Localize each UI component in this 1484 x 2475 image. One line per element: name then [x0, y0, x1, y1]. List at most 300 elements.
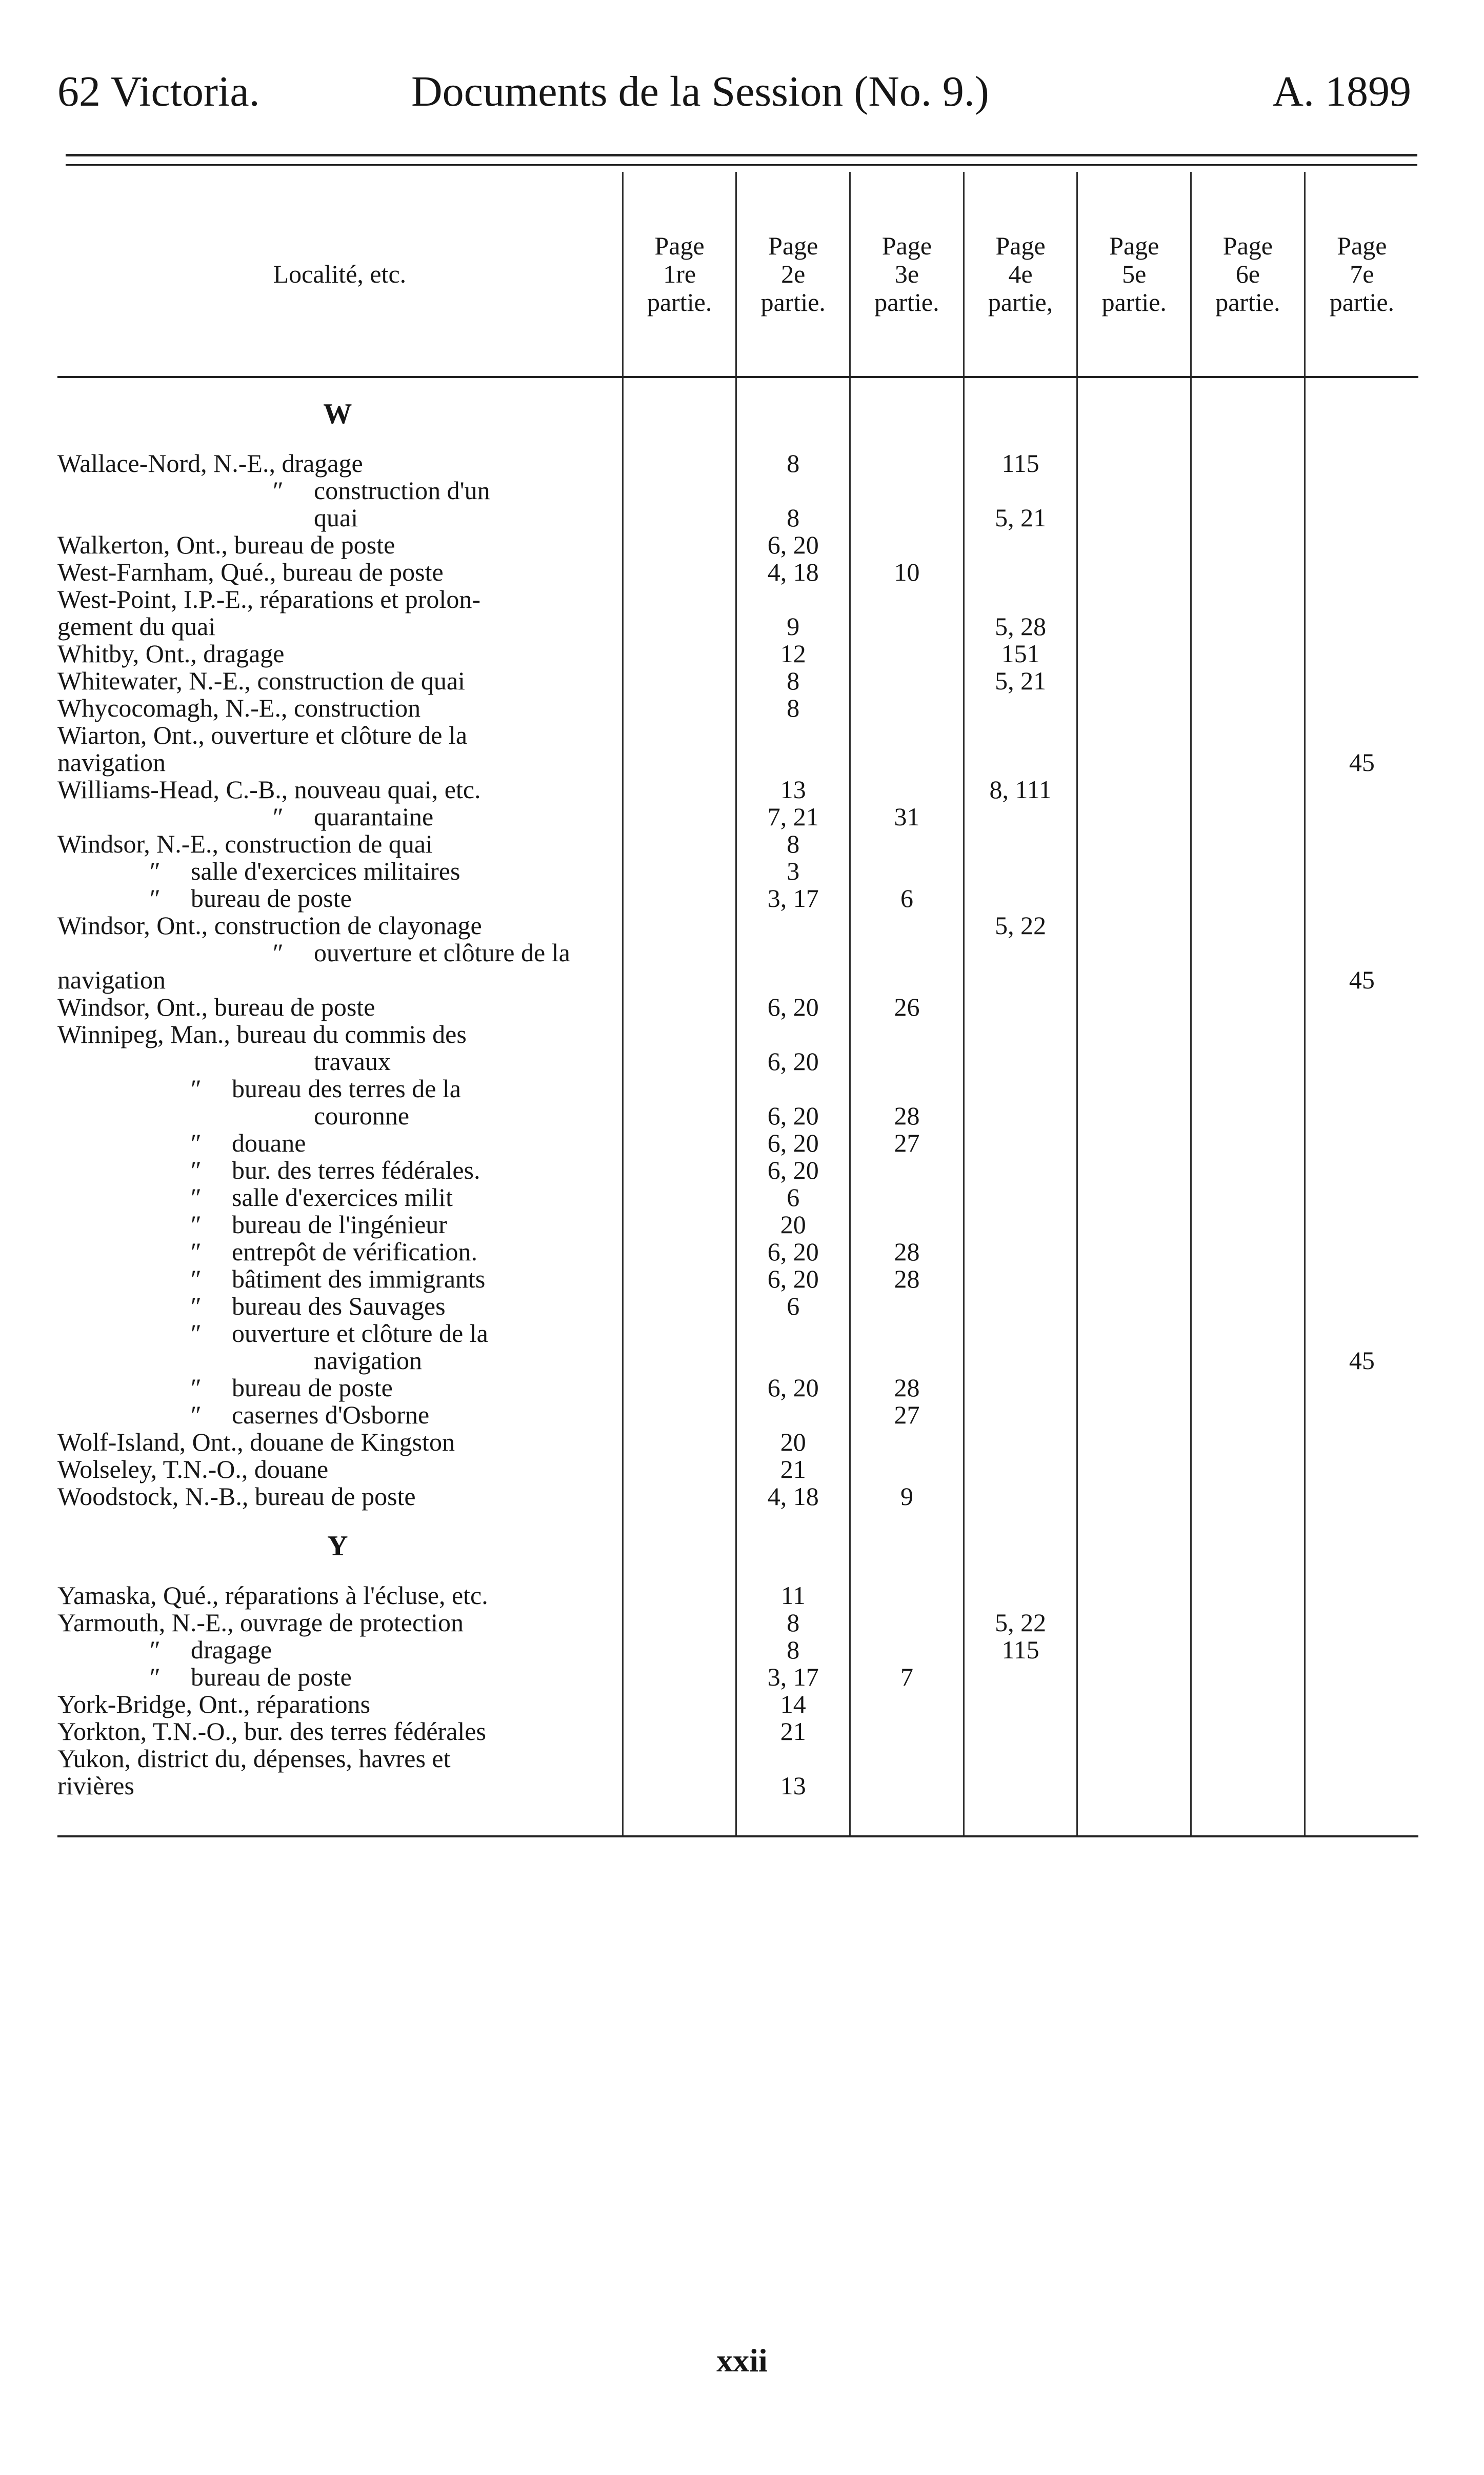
- page-ref-part-2: 8: [736, 667, 850, 695]
- page-ref-part-4: [964, 1745, 1077, 1772]
- locality-label: ouverture et clôture de la: [314, 938, 570, 967]
- page-ref-part-2: 6, 20: [736, 994, 850, 1021]
- page-ref-part-3: [850, 939, 964, 966]
- page-ref-part-1: [623, 1745, 736, 1772]
- page-ref-part-4: [964, 1157, 1077, 1184]
- locality-label: bureau des Sauvages: [232, 1292, 446, 1320]
- locality-cell: [57, 1211, 623, 1238]
- table-row: [57, 1238, 1418, 1265]
- page-ref-part-4: [964, 1265, 1077, 1293]
- page-ref-part-6: [1191, 1130, 1305, 1157]
- table-row: [57, 912, 1418, 939]
- page-ref-part-5: [1077, 1075, 1191, 1102]
- locality-label: ouverture et clôture de la: [232, 1319, 488, 1348]
- locality-label: quarantaine: [314, 802, 434, 831]
- page-ref-part-4: 5, 28: [964, 613, 1077, 640]
- page-ref-part-1: [623, 1374, 736, 1401]
- ditto-mark: ″: [191, 1292, 202, 1320]
- table-row: [57, 1293, 1418, 1320]
- table-row: [57, 1347, 1418, 1374]
- page-ref-part-2: 6: [736, 1184, 850, 1211]
- page-ref-part-2: 14: [736, 1691, 850, 1718]
- page-ref-part-7: 45: [1305, 1347, 1418, 1374]
- page-ref-part-4: [964, 1483, 1077, 1510]
- page-ref-part-2: [736, 722, 850, 749]
- page-ref-part-1: [623, 1691, 736, 1718]
- locality-label: travaux: [314, 1047, 391, 1076]
- table-row: [57, 1429, 1418, 1456]
- table-row: [57, 1075, 1418, 1102]
- locality-label: casernes d'Osborne: [232, 1400, 430, 1429]
- table-row: [57, 1664, 1418, 1691]
- locality-label: Yamaska, Qué., réparations à l'écluse, etc.: [57, 1581, 488, 1610]
- page-ref-part-2: 3: [736, 858, 850, 885]
- page-ref-part-2: 7, 21: [736, 803, 850, 830]
- locality-label: salle d'exercices militaires: [191, 857, 460, 885]
- page-ref-part-4: [964, 749, 1077, 776]
- page-ref-part-1: [623, 1718, 736, 1745]
- table-row: [57, 1772, 1418, 1799]
- page-ref-part-5: [1077, 1130, 1191, 1157]
- page-ref-part-4: [964, 1238, 1077, 1265]
- page-ref-part-3: [850, 1347, 964, 1374]
- page-ref-part-4: 151: [964, 640, 1077, 667]
- table-row: [57, 667, 1418, 695]
- page-ref-part-2: 6, 20: [736, 1374, 850, 1401]
- locality-cell: [57, 1483, 623, 1510]
- table-row: [57, 830, 1418, 858]
- page-ref-part-5: [1077, 830, 1191, 858]
- page-ref-part-4: 5, 21: [964, 667, 1077, 695]
- ditto-mark: ″: [191, 1156, 202, 1184]
- page-ref-part-5: [1077, 1211, 1191, 1238]
- table-end-row: [57, 1799, 1418, 1836]
- page-ref-part-5: [1077, 695, 1191, 722]
- locality-label: West-Farnham, Qué., bureau de poste: [57, 558, 444, 586]
- section-letter-y: Y: [327, 1530, 348, 1562]
- page-ref-part-7: [1305, 1293, 1418, 1320]
- table-row: [57, 1609, 1418, 1636]
- page-ref-part-3: [850, 830, 964, 858]
- locality-cell: [57, 939, 623, 966]
- page-ref-part-6: [1191, 1456, 1305, 1483]
- page-ref-part-3: [850, 477, 964, 504]
- page-ref-part-4: [964, 695, 1077, 722]
- table-row: [57, 1265, 1418, 1293]
- locality-label: Wallace-Nord, N.-E., dragage: [57, 449, 363, 478]
- page-ref-part-5: [1077, 586, 1191, 613]
- table-body: [57, 377, 1418, 1836]
- table-row: [57, 1401, 1418, 1429]
- ditto-mark: ″: [191, 1074, 202, 1103]
- page-ref-part-7: [1305, 1745, 1418, 1772]
- locality-cell: [57, 966, 623, 994]
- page-ref-part-2: 8: [736, 695, 850, 722]
- page-ref-part-4: [964, 830, 1077, 858]
- page-ref-part-2: 8: [736, 450, 850, 477]
- locality-label: entrepôt de vérification.: [232, 1237, 477, 1266]
- page-ref-part-2: 3, 17: [736, 1664, 850, 1691]
- locality-label: bur. des terres fédérales.: [232, 1156, 480, 1184]
- page-ref-part-2: [736, 1745, 850, 1772]
- page-ref-part-2: 6, 20: [736, 1157, 850, 1184]
- locality-label: construction d'un: [314, 476, 490, 505]
- page-ref-part-2: [736, 1320, 850, 1347]
- page-ref-part-6: [1191, 504, 1305, 531]
- page-ref-part-2: [736, 749, 850, 776]
- locality-label: Wolf-Island, Ont., douane de Kingston: [57, 1428, 455, 1456]
- page-ref-part-3: [850, 1293, 964, 1320]
- table-row: [57, 477, 1418, 504]
- page-ref-part-5: [1077, 1691, 1191, 1718]
- page-ref-part-1: [623, 1401, 736, 1429]
- page-ref-part-4: 115: [964, 450, 1077, 477]
- page-ref-part-3: [850, 1320, 964, 1347]
- page-ref-part-3: [850, 1718, 964, 1745]
- page-ref-part-4: [964, 966, 1077, 994]
- locality-cell: [57, 912, 623, 939]
- page-ref-part-6: [1191, 858, 1305, 885]
- page-ref-part-5: [1077, 1429, 1191, 1456]
- locality-cell: [57, 1609, 623, 1636]
- page-ref-part-7: [1305, 939, 1418, 966]
- locality-label: Windsor, N.-E., construction de quai: [57, 829, 433, 858]
- table-row: [57, 1456, 1418, 1483]
- page-ref-part-4: [964, 1772, 1077, 1799]
- page-ref-part-6: [1191, 912, 1305, 939]
- page-ref-part-5: [1077, 504, 1191, 531]
- locality-cell: [57, 1582, 623, 1609]
- page-ref-part-7: [1305, 504, 1418, 531]
- locality-label: douane: [232, 1128, 306, 1157]
- page-ref-part-7: [1305, 450, 1418, 477]
- page-ref-part-4: [964, 1718, 1077, 1745]
- page-ref-part-5: [1077, 1401, 1191, 1429]
- page-ref-part-5: [1077, 1664, 1191, 1691]
- locality-cell: [57, 450, 623, 477]
- page-ref-part-5: [1077, 667, 1191, 695]
- page-ref-part-7: [1305, 1483, 1418, 1510]
- ditto-mark: ″: [273, 938, 284, 967]
- locality-label: Whitewater, N.-E., construction de quai: [57, 666, 465, 695]
- page-ref-part-4: [964, 1691, 1077, 1718]
- page-ref-part-1: [623, 939, 736, 966]
- locality-cell: [57, 477, 623, 504]
- page-ref-part-5: [1077, 1157, 1191, 1184]
- ditto-mark: ″: [191, 1237, 202, 1266]
- locality-cell: [57, 586, 623, 613]
- page-ref-part-6: [1191, 1401, 1305, 1429]
- page-ref-part-6: [1191, 966, 1305, 994]
- page-ref-part-6: [1191, 1157, 1305, 1184]
- page-ref-part-1: [623, 1265, 736, 1293]
- page-ref-part-4: [964, 994, 1077, 1021]
- page-ref-part-5: [1077, 1609, 1191, 1636]
- page-ref-part-4: [964, 1664, 1077, 1691]
- table-row: [57, 450, 1418, 477]
- table-row: [57, 1636, 1418, 1664]
- page-ref-part-5: [1077, 885, 1191, 912]
- page-ref-part-7: [1305, 667, 1418, 695]
- page-ref-part-6: [1191, 1636, 1305, 1664]
- page-ref-part-6: [1191, 1718, 1305, 1745]
- page-ref-part-6: [1191, 1347, 1305, 1374]
- column-header-part-3: Page 3e partie.: [850, 172, 964, 377]
- page-ref-part-3: [850, 966, 964, 994]
- page-ref-part-7: [1305, 531, 1418, 559]
- page-ref-part-6: [1191, 1102, 1305, 1130]
- page-ref-part-5: [1077, 1048, 1191, 1075]
- page-ref-part-6: [1191, 1075, 1305, 1102]
- page-ref-part-4: [964, 1211, 1077, 1238]
- page-ref-part-7: [1305, 559, 1418, 586]
- page-ref-part-6: [1191, 695, 1305, 722]
- page-ref-part-2: 12: [736, 640, 850, 667]
- page-ref-part-2: 8: [736, 504, 850, 531]
- table-row: [57, 504, 1418, 531]
- page-ref-part-2: [736, 966, 850, 994]
- table-row: [57, 1157, 1418, 1184]
- locality-cell: [57, 1130, 623, 1157]
- locality-label: rivières: [57, 1771, 134, 1800]
- page-ref-part-5: [1077, 477, 1191, 504]
- page-ref-part-3: 31: [850, 803, 964, 830]
- page-ref-part-6: [1191, 1374, 1305, 1401]
- page-ref-part-2: 3, 17: [736, 885, 850, 912]
- page-ref-part-6: [1191, 1265, 1305, 1293]
- page-ref-part-7: [1305, 1048, 1418, 1075]
- locality-cell: [57, 640, 623, 667]
- page-ref-part-7: [1305, 1320, 1418, 1347]
- page-ref-part-2: [736, 586, 850, 613]
- page-ref-part-5: [1077, 1745, 1191, 1772]
- page-ref-part-6: [1191, 1293, 1305, 1320]
- page-ref-part-7: [1305, 1636, 1418, 1664]
- locality-cell: [57, 1075, 623, 1102]
- locality-label: Windsor, Ont., bureau de poste: [57, 993, 375, 1021]
- ditto-mark: ″: [273, 802, 284, 831]
- page-ref-part-1: [623, 803, 736, 830]
- page-ref-part-6: [1191, 559, 1305, 586]
- page-ref-part-1: [623, 858, 736, 885]
- page-ref-part-6: [1191, 450, 1305, 477]
- locality-label: Walkerton, Ont., bureau de poste: [57, 530, 395, 559]
- page-ref-part-1: [623, 994, 736, 1021]
- locality-label: quai: [314, 503, 358, 532]
- locality-cell: [57, 749, 623, 776]
- page-ref-part-4: [964, 885, 1077, 912]
- page-ref-part-7: [1305, 885, 1418, 912]
- page-ref-part-3: [850, 504, 964, 531]
- page-ref-part-7: [1305, 858, 1418, 885]
- page-ref-part-1: [623, 1636, 736, 1664]
- locality-cell: [57, 1293, 623, 1320]
- page-ref-part-7: [1305, 1184, 1418, 1211]
- page-ref-part-4: [964, 1582, 1077, 1609]
- page-ref-part-7: [1305, 1211, 1418, 1238]
- page-ref-part-4: [964, 1075, 1077, 1102]
- locality-label: bureau de poste: [232, 1373, 393, 1402]
- locality-cell: [57, 1664, 623, 1691]
- locality-label: York-Bridge, Ont., réparations: [57, 1690, 371, 1718]
- page-ref-part-7: [1305, 1691, 1418, 1718]
- page-ref-part-1: [623, 1075, 736, 1102]
- page-ref-part-4: 5, 22: [964, 912, 1077, 939]
- page-ref-part-5: [1077, 1293, 1191, 1320]
- locality-cell: [57, 667, 623, 695]
- page-ref-part-6: [1191, 939, 1305, 966]
- page-ref-part-1: [623, 613, 736, 640]
- page-ref-part-2: 6: [736, 1293, 850, 1320]
- locality-label: Windsor, Ont., construction de clayonage: [57, 911, 482, 940]
- table-row: [57, 966, 1418, 994]
- page-ref-part-3: 7: [850, 1664, 964, 1691]
- page-ref-part-6: [1191, 1238, 1305, 1265]
- page-ref-part-7: [1305, 803, 1418, 830]
- locality-cell: [57, 830, 623, 858]
- page-ref-part-7: [1305, 912, 1418, 939]
- page-ref-part-7: [1305, 1374, 1418, 1401]
- page-ref-part-4: [964, 1048, 1077, 1075]
- locality-label: West-Point, I.P.-E., réparations et prolon-: [57, 585, 480, 613]
- locality-label: Yarmouth, N.-E., ouvrage de protection: [57, 1608, 464, 1637]
- page-ref-part-3: [850, 858, 964, 885]
- page-ref-part-6: [1191, 1745, 1305, 1772]
- table-header-row: [57, 172, 1418, 377]
- page-ref-part-2: 9: [736, 613, 850, 640]
- page-ref-part-3: [850, 1745, 964, 1772]
- page-ref-part-6: [1191, 1772, 1305, 1799]
- locality-label: navigation: [57, 965, 166, 994]
- locality-cell: [57, 695, 623, 722]
- locality-cell: [57, 1401, 623, 1429]
- page-ref-part-6: [1191, 994, 1305, 1021]
- page-ref-part-5: [1077, 994, 1191, 1021]
- page-ref-part-7: [1305, 586, 1418, 613]
- page-ref-part-7: [1305, 1130, 1418, 1157]
- table-row: [57, 586, 1418, 613]
- page-ref-part-1: [623, 667, 736, 695]
- locality-cell: [57, 1745, 623, 1772]
- table-row: [57, 994, 1418, 1021]
- page-ref-part-2: [736, 912, 850, 939]
- page-ref-part-7: [1305, 1265, 1418, 1293]
- page-ref-part-6: [1191, 667, 1305, 695]
- table-row: [57, 1021, 1418, 1048]
- page-ref-part-1: [623, 1021, 736, 1048]
- page-ref-part-1: [623, 1184, 736, 1211]
- locality-label: gement du quai: [57, 612, 216, 641]
- page-ref-part-6: [1191, 477, 1305, 504]
- locality-cell: [57, 1429, 623, 1456]
- page-ref-part-3: [850, 1211, 964, 1238]
- locality-cell: [57, 1157, 623, 1184]
- page-ref-part-6: [1191, 613, 1305, 640]
- locality-cell: [57, 1048, 623, 1075]
- page-ref-part-1: [623, 722, 736, 749]
- locality-label: bureau de poste: [191, 1662, 352, 1691]
- locality-cell: [57, 1347, 623, 1374]
- page-ref-part-7: [1305, 1429, 1418, 1456]
- column-header-part-6: Page 6e partie.: [1191, 172, 1305, 377]
- page-ref-part-1: [623, 966, 736, 994]
- page-ref-part-3: [850, 1157, 964, 1184]
- page-ref-part-4: [964, 531, 1077, 559]
- page-ref-part-2: 6, 20: [736, 1130, 850, 1157]
- page-ref-part-5: [1077, 749, 1191, 776]
- page-ref-part-3: [850, 531, 964, 559]
- table-row: [57, 1102, 1418, 1130]
- page-ref-part-2: [736, 939, 850, 966]
- column-header-locality: Localité, etc.: [57, 172, 623, 377]
- ditto-mark: ″: [191, 1319, 202, 1348]
- page-ref-part-7: [1305, 1102, 1418, 1130]
- table-row: [57, 939, 1418, 966]
- locality-cell: [57, 1636, 623, 1664]
- page-ref-part-2: 21: [736, 1456, 850, 1483]
- page-ref-part-5: [1077, 559, 1191, 586]
- page-ref-part-3: [850, 722, 964, 749]
- locality-label: Yukon, district du, dépenses, havres et: [57, 1744, 451, 1773]
- page-ref-part-1: [623, 885, 736, 912]
- locality-cell: [57, 722, 623, 749]
- locality-label: salle d'exercices milit: [232, 1183, 453, 1212]
- page-ref-part-4: [964, 1021, 1077, 1048]
- page-ref-part-3: [850, 1772, 964, 1799]
- page-ref-part-4: [964, 1293, 1077, 1320]
- locality-label: Williams-Head, C.-B., nouveau quai, etc.: [57, 775, 481, 804]
- table-row: [57, 885, 1418, 912]
- page-ref-part-3: [850, 1429, 964, 1456]
- page-ref-part-5: [1077, 1320, 1191, 1347]
- locality-cell: [57, 994, 623, 1021]
- page-ref-part-6: [1191, 586, 1305, 613]
- ditto-mark: ″: [150, 1635, 161, 1664]
- page-ref-part-3: [850, 1048, 964, 1075]
- index-table: [57, 172, 1418, 1837]
- locality-cell: [57, 531, 623, 559]
- page-ref-part-3: 28: [850, 1102, 964, 1130]
- page-ref-part-6: [1191, 1211, 1305, 1238]
- column-header-part-1: Page 1re partie.: [623, 172, 736, 377]
- page-ref-part-2: [736, 477, 850, 504]
- page-ref-part-7: [1305, 1401, 1418, 1429]
- page-ref-part-1: [623, 531, 736, 559]
- page-ref-part-4: 5, 22: [964, 1609, 1077, 1636]
- locality-label: Wiarton, Ont., ouverture et clôture de la: [57, 721, 468, 749]
- page-ref-part-5: [1077, 1102, 1191, 1130]
- locality-label: Yorkton, T.N.-O., bur. des terres fédérales: [57, 1717, 486, 1746]
- page-ref-part-2: 6, 20: [736, 1102, 850, 1130]
- ditto-mark: ″: [150, 1662, 161, 1691]
- page-ref-part-6: [1191, 1184, 1305, 1211]
- locality-label: Whycocomagh, N.-E., construction: [57, 694, 421, 722]
- page-ref-part-1: [623, 1048, 736, 1075]
- page-ref-part-5: [1077, 966, 1191, 994]
- page-ref-part-5: [1077, 776, 1191, 803]
- page-ref-part-5: [1077, 1483, 1191, 1510]
- page-ref-part-5: [1077, 1238, 1191, 1265]
- locality-label: bureau des terres de la: [232, 1074, 461, 1103]
- page-ref-part-3: [850, 450, 964, 477]
- locality-label: bâtiment des immigrants: [232, 1264, 486, 1293]
- page-ref-part-1: [623, 559, 736, 586]
- page-ref-part-1: [623, 1483, 736, 1510]
- page-ref-part-6: [1191, 803, 1305, 830]
- locality-cell: [57, 1718, 623, 1745]
- page-ref-part-3: [850, 1456, 964, 1483]
- page-ref-part-5: [1077, 1021, 1191, 1048]
